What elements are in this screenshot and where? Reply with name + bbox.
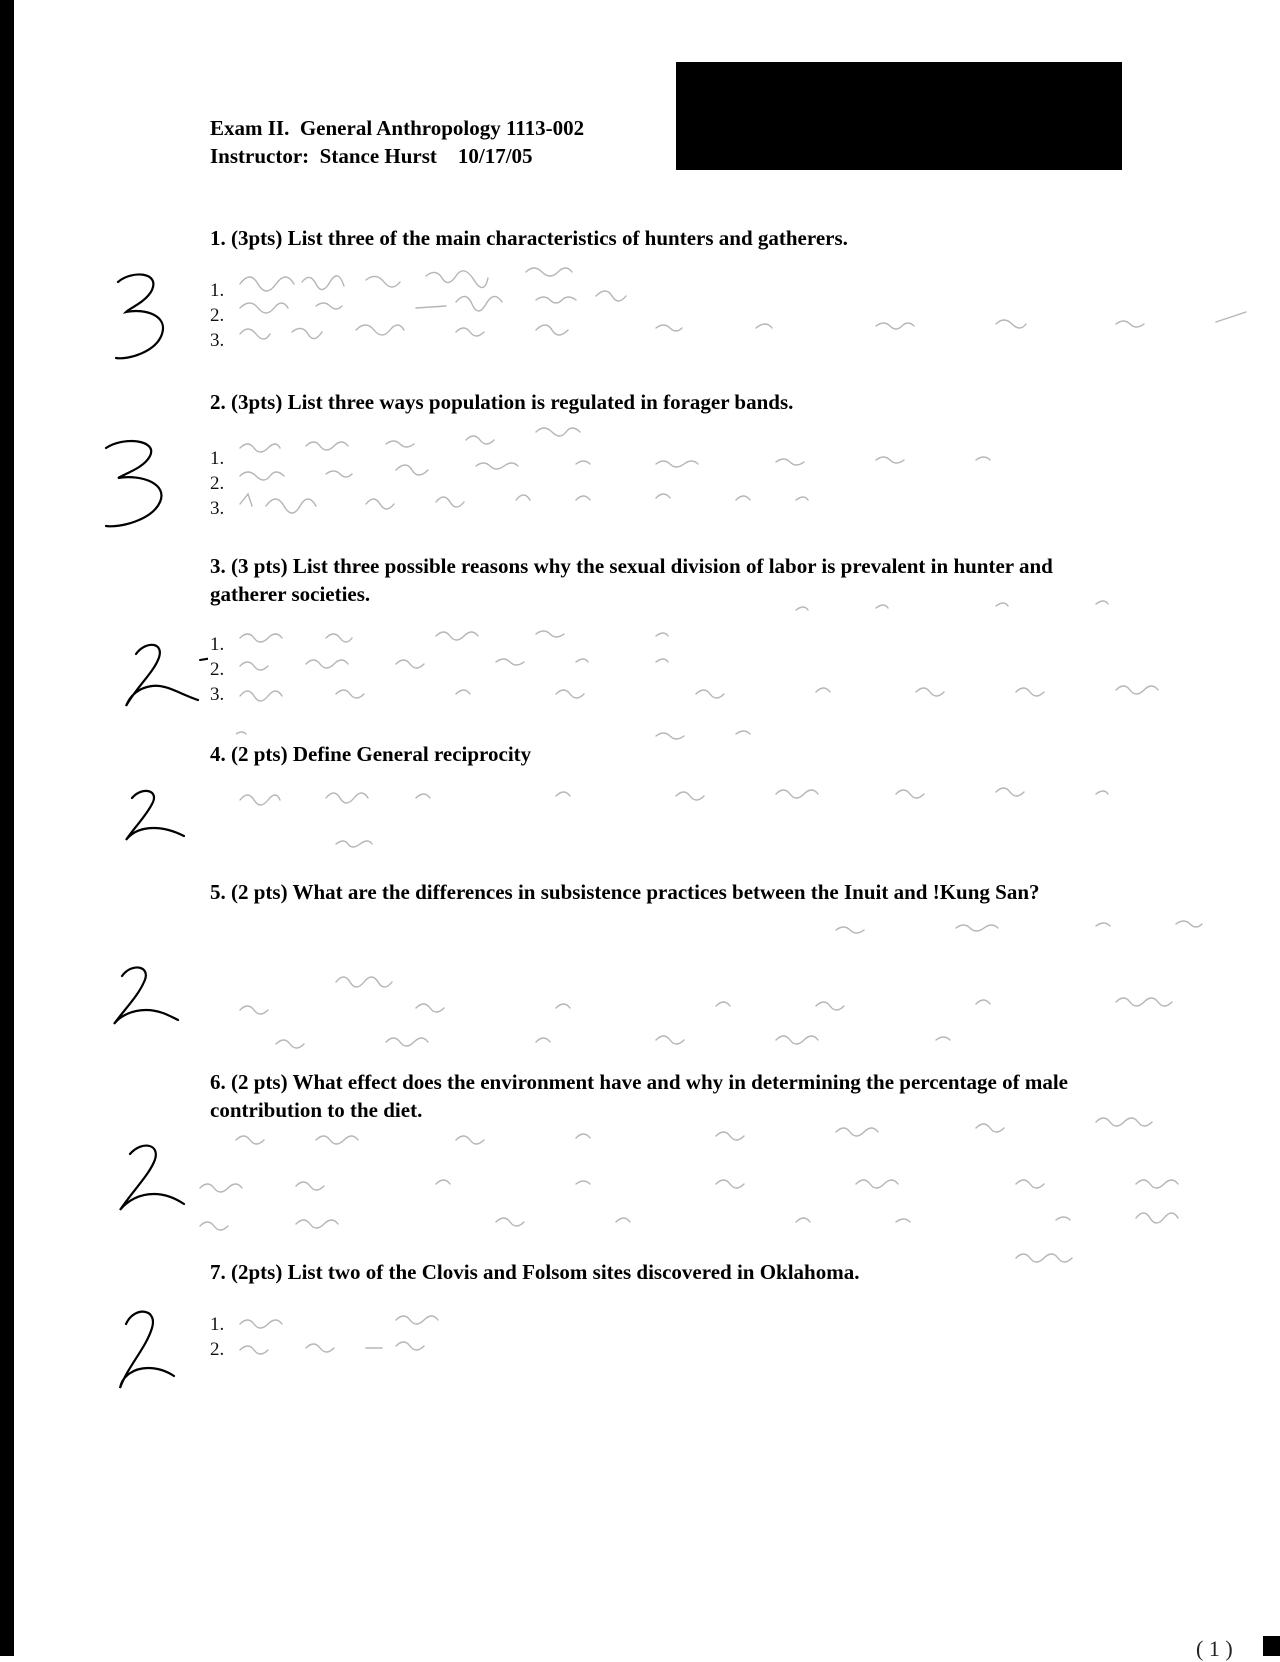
handwritten-grade-3-icon xyxy=(102,436,174,532)
faint-handwriting-q5 xyxy=(236,906,1266,1056)
grade-mark-q2 xyxy=(102,436,174,532)
answer-number: 1. xyxy=(210,1314,225,1335)
grade-mark-q5 xyxy=(106,962,180,1032)
scan-corner-mark xyxy=(1263,1636,1280,1656)
grade-mark-q4 xyxy=(118,786,188,846)
question-text: 2. (3pts) List three ways population is regulated in forager bands. xyxy=(210,390,794,414)
answer-line xyxy=(210,446,224,471)
faint-handwriting-q1 xyxy=(236,262,1276,350)
redacted-name-box xyxy=(676,62,1122,170)
question-text: 6. (2 pts) What effect does the environment have and why in determining the percentage of male contribution to the diet. xyxy=(210,1070,1069,1122)
answer-number: 2. xyxy=(210,305,225,326)
answers-q2 xyxy=(210,446,224,521)
answer-line xyxy=(210,303,224,328)
exam-title: Exam II. General Anthropology 1113-002 xyxy=(210,116,585,140)
faint-handwriting-q6 xyxy=(196,1100,1276,1270)
grade-mark-q7 xyxy=(114,1306,176,1394)
answer-number: 1. xyxy=(210,280,225,301)
question-text: 5. (2 pts) What are the differences in subsistence practices between the Inuit and !Kung San? xyxy=(210,880,1040,904)
answer-number: 2. xyxy=(210,1339,225,1360)
answer-number: 2. xyxy=(210,473,225,494)
grade-mark-q3 xyxy=(118,640,208,712)
question-2 xyxy=(210,388,1090,416)
faint-handwriting-q7 xyxy=(236,1302,496,1362)
answer-line xyxy=(210,496,224,521)
question-5 xyxy=(210,878,1090,906)
answer-line xyxy=(210,1312,224,1337)
question-text: 3. (3 pts) List three possible reasons why the sexual division of labor is prevalent in hunter and gatherer societies. xyxy=(210,554,1053,606)
question-1 xyxy=(210,224,1090,252)
answer-number: 1. xyxy=(210,634,225,655)
answer-line xyxy=(210,632,224,657)
faint-handwriting-q4 xyxy=(236,728,1176,858)
grade-mark-q6 xyxy=(112,1140,186,1218)
faint-handwriting-q3 xyxy=(236,598,1236,718)
question-7 xyxy=(210,1258,1090,1286)
answer-number: 3. xyxy=(210,330,225,351)
handwritten-grade-2-icon xyxy=(106,962,180,1032)
handwritten-grade-2-icon xyxy=(114,1306,176,1394)
handwritten-grade-2-icon xyxy=(112,1140,186,1218)
answers-q1 xyxy=(210,278,224,353)
question-text: 7. (2pts) List two of the Clovis and Folsom sites discovered in Oklahoma. xyxy=(210,1260,860,1284)
answers-q3 xyxy=(210,632,224,707)
grade-mark-q1 xyxy=(112,268,174,364)
answer-line xyxy=(210,278,224,303)
answer-number: 3. xyxy=(210,498,225,519)
page-number: ( 1 ) xyxy=(1196,1636,1233,1661)
handwritten-grade-3-icon xyxy=(112,268,174,364)
handwritten-grade-2-icon xyxy=(118,640,208,712)
answer-line xyxy=(210,657,224,682)
instructor-line: Instructor: Stance Hurst 10/17/05 xyxy=(210,144,533,168)
answer-number: 2. xyxy=(210,659,225,680)
answer-number: 3. xyxy=(210,684,225,705)
faint-handwriting-q2 xyxy=(236,420,1056,520)
answer-line xyxy=(210,682,224,707)
scan-edge-bar xyxy=(0,0,14,1656)
answer-line xyxy=(210,471,224,496)
answers-q7 xyxy=(210,1312,224,1362)
exam-header xyxy=(210,114,584,170)
handwritten-grade-2-icon xyxy=(118,786,188,846)
answer-line xyxy=(210,1337,224,1362)
question-text: 4. (2 pts) Define General reciprocity xyxy=(210,742,532,766)
answer-number: 1. xyxy=(210,448,225,469)
answer-line xyxy=(210,328,224,353)
question-text: 1. (3pts) List three of the main characteristics of hunters and gatherers. xyxy=(210,226,848,250)
